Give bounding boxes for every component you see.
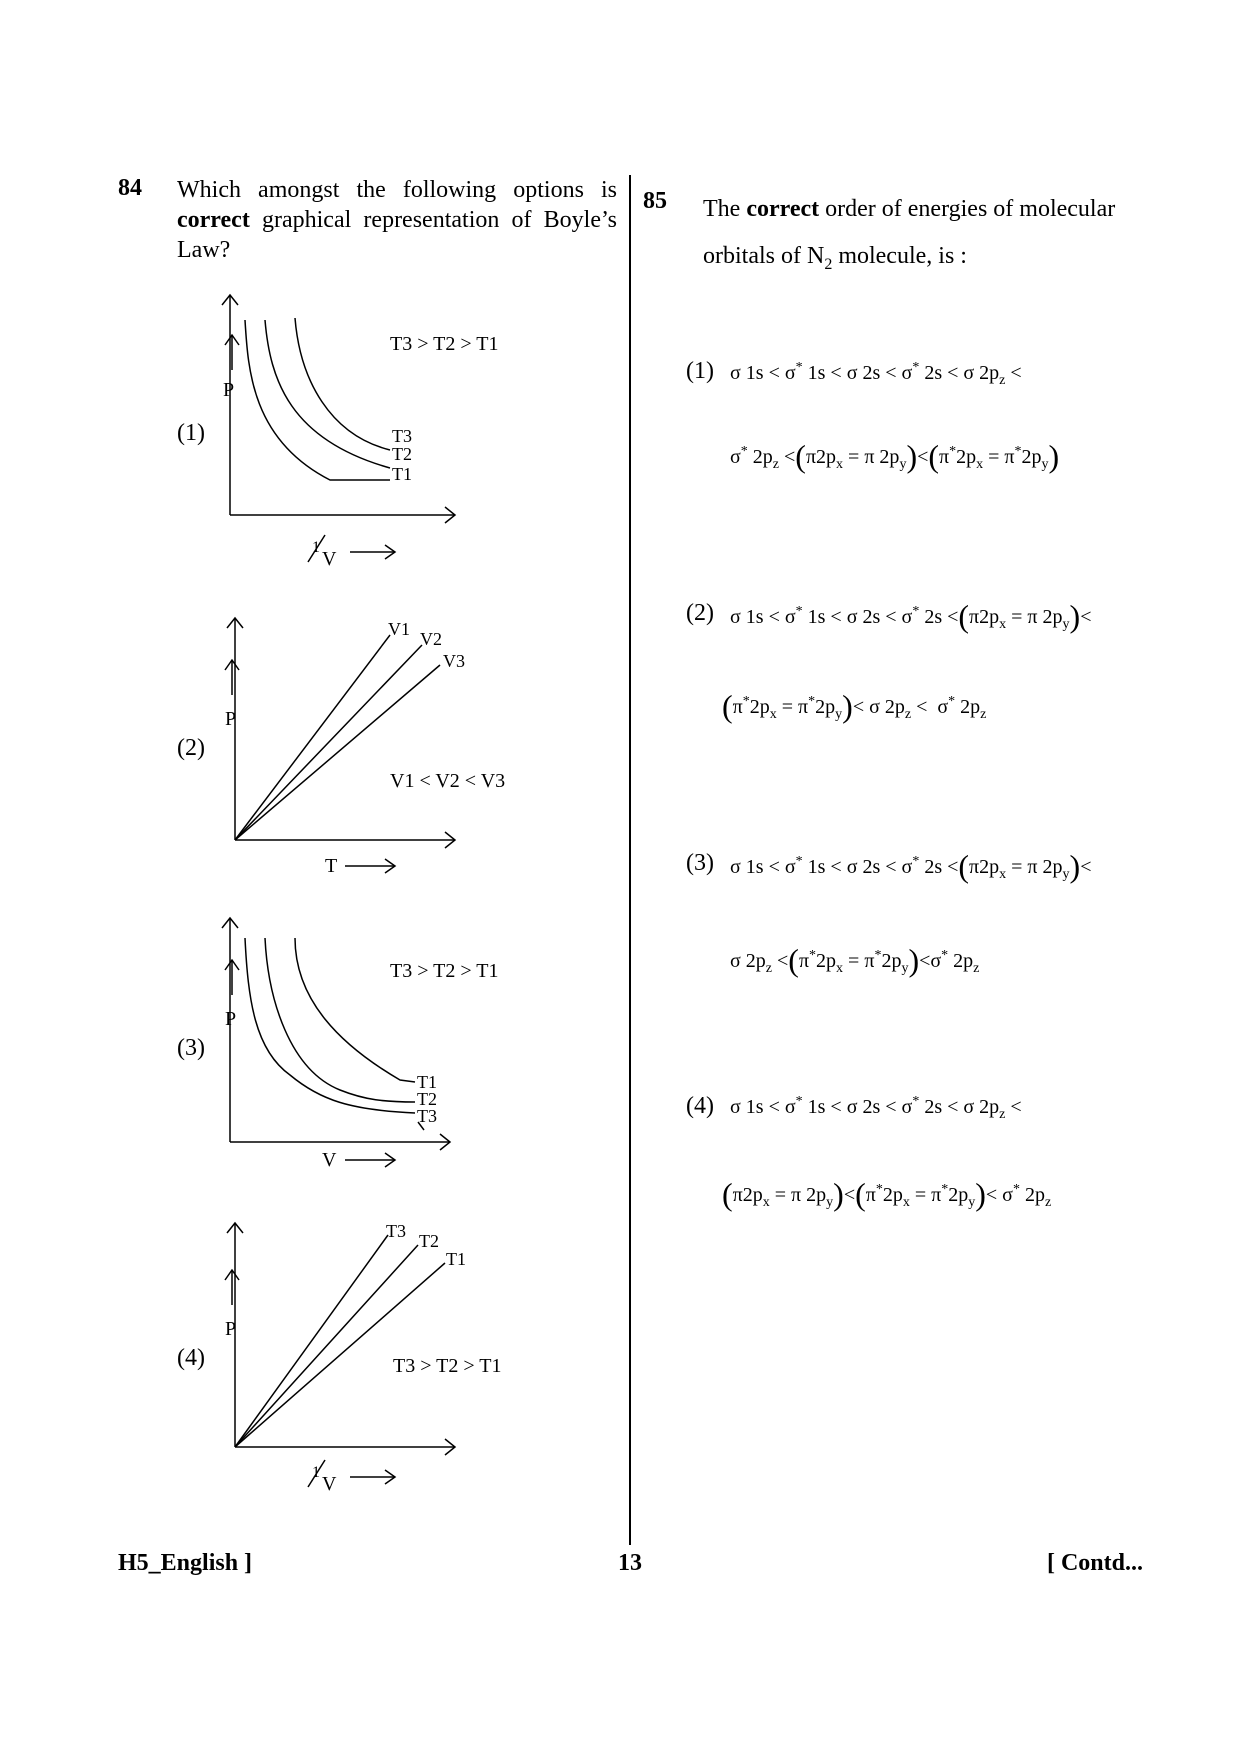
q85-text-sub: 2 <box>824 255 833 273</box>
q84-opt4-axis-x-prefix: 1 <box>312 1464 320 1481</box>
q84-option-2-graph <box>200 610 506 890</box>
q84-option-1-graph <box>200 290 499 575</box>
q85-text-bold: correct <box>746 196 820 222</box>
q85-option-2-line-1: σ 1s < σ* 1s < σ 2s < σ* $2s <(\pi 2p_x = \pi$ $2p_y)<$ <box>730 598 1092 634</box>
q84-opt2-axis-x: T <box>325 855 338 877</box>
q84-text-post: graphical representation of Boyle’s Law? <box>177 207 617 263</box>
q85-option-1-line-2: σ* $2p_z <(\pi 2p_x = \pi$ $2p_y)<(\pi^*2p_x = \pi^*2p_y)$ <box>730 438 1060 474</box>
q85-option-3-label: (3) <box>686 850 714 876</box>
q84-opt1-curve-3: T1 <box>392 464 412 484</box>
q85-option-4-line-2: ($\pi 2p_x = \pi$ $2p_y)<(\pi^*2p_x = \pi^*2p_y)< \sigma^*$ $2p_z$ <box>722 1176 1052 1212</box>
footer-page-number: 13 <box>618 1550 642 1576</box>
q84-number: 84 <box>118 175 142 201</box>
q84-option-1-label: (1) <box>177 420 205 446</box>
q84-option-4-graph <box>200 1215 502 1505</box>
q84-opt1-curve-1: T3 <box>392 426 412 446</box>
q84-opt4-line-1: T3 <box>386 1221 406 1241</box>
q84-opt3-relation: T3 > T2 > T1 <box>390 960 499 982</box>
q84-opt1-axis-x-prefix: 1 <box>312 539 320 556</box>
q84-text <box>177 175 617 265</box>
q85-number: 85 <box>643 188 667 214</box>
q85-option-2-label: (2) <box>686 600 714 626</box>
q85-option-4-label: (4) <box>686 1093 714 1119</box>
q85-text-end: molecule, is : <box>838 243 967 269</box>
footer-right: [ Contd... <box>1046 1550 1143 1576</box>
q84-opt1-axis-x: V <box>322 548 337 570</box>
q84-opt3-axis-x: V <box>322 1149 337 1171</box>
q85-option-1-line-1: σ 1s < σ* 1s < σ 2s < σ* 2s < σ $2p_z$ < <box>730 360 1022 388</box>
q84-opt2-line-3: V3 <box>443 651 465 671</box>
q84-option-2-label: (2) <box>177 735 205 761</box>
q85-option-1-label: (1) <box>686 358 714 384</box>
q84-opt3-axis-y: P <box>225 1008 237 1030</box>
q85-option-3-line-2: σ $2p_z <(\pi^*2p_x = \pi^*2p_y)<\sigma^*$ $2p_z$ <box>730 942 980 978</box>
q84-opt2-relation: V1 < V2 < V3 <box>390 770 506 792</box>
q84-opt2-axis-y: P <box>225 708 237 730</box>
q85-option-3-line-1: σ 1s < σ* 1s < σ 2s < σ* $2s <(\pi 2p_x = \pi$ $2p_y)<$ <box>730 848 1092 884</box>
q85-text-post: order of energies of molecular orbitals of N <box>703 196 1116 269</box>
q84-opt4-axis-y: P <box>225 1318 237 1340</box>
q84-opt4-line-2: T2 <box>419 1231 439 1251</box>
q84-text-bold: correct <box>177 207 250 233</box>
q84-opt4-relation: T3 > T2 > T1 <box>393 1355 502 1377</box>
footer-left: H5_English ] <box>118 1550 253 1576</box>
q84-opt1-axis-y: P <box>223 379 235 401</box>
q84-opt4-line-3: T1 <box>446 1249 466 1269</box>
q84-opt2-line-2: V2 <box>420 629 442 649</box>
q84-opt1-curve-2: T2 <box>392 444 412 464</box>
q85-text-pre: The <box>703 196 741 222</box>
q85-option-4-line-1: σ 1s < σ* 1s < σ 2s < σ* 2s < σ $2p_z$ < <box>730 1094 1022 1122</box>
column-divider <box>629 175 631 1545</box>
q84-option-3-label: (3) <box>177 1035 205 1061</box>
q84-option-3-graph <box>200 910 499 1171</box>
q84-option-4-label: (4) <box>177 1345 205 1371</box>
q84-opt2-line-1: V1 <box>388 619 410 639</box>
q85-text <box>703 186 1143 288</box>
q84-opt3-curve-2: T2 <box>417 1089 437 1109</box>
q84-text-pre: Which amongst the following options is <box>177 177 617 203</box>
q84-opt1-relation: T3 > T2 > T1 <box>390 333 499 355</box>
q84-opt3-curve-1: T1 <box>417 1072 437 1092</box>
q84-opt3-curve-3: T3 <box>417 1106 437 1126</box>
q85-option-2-line-2: $(\pi^*2p_x = \pi^*2p_y)< \sigma$ $2p_z < \sigma^*$ $2p_z$ <box>722 688 987 724</box>
q84-opt4-axis-x: V <box>322 1473 337 1495</box>
